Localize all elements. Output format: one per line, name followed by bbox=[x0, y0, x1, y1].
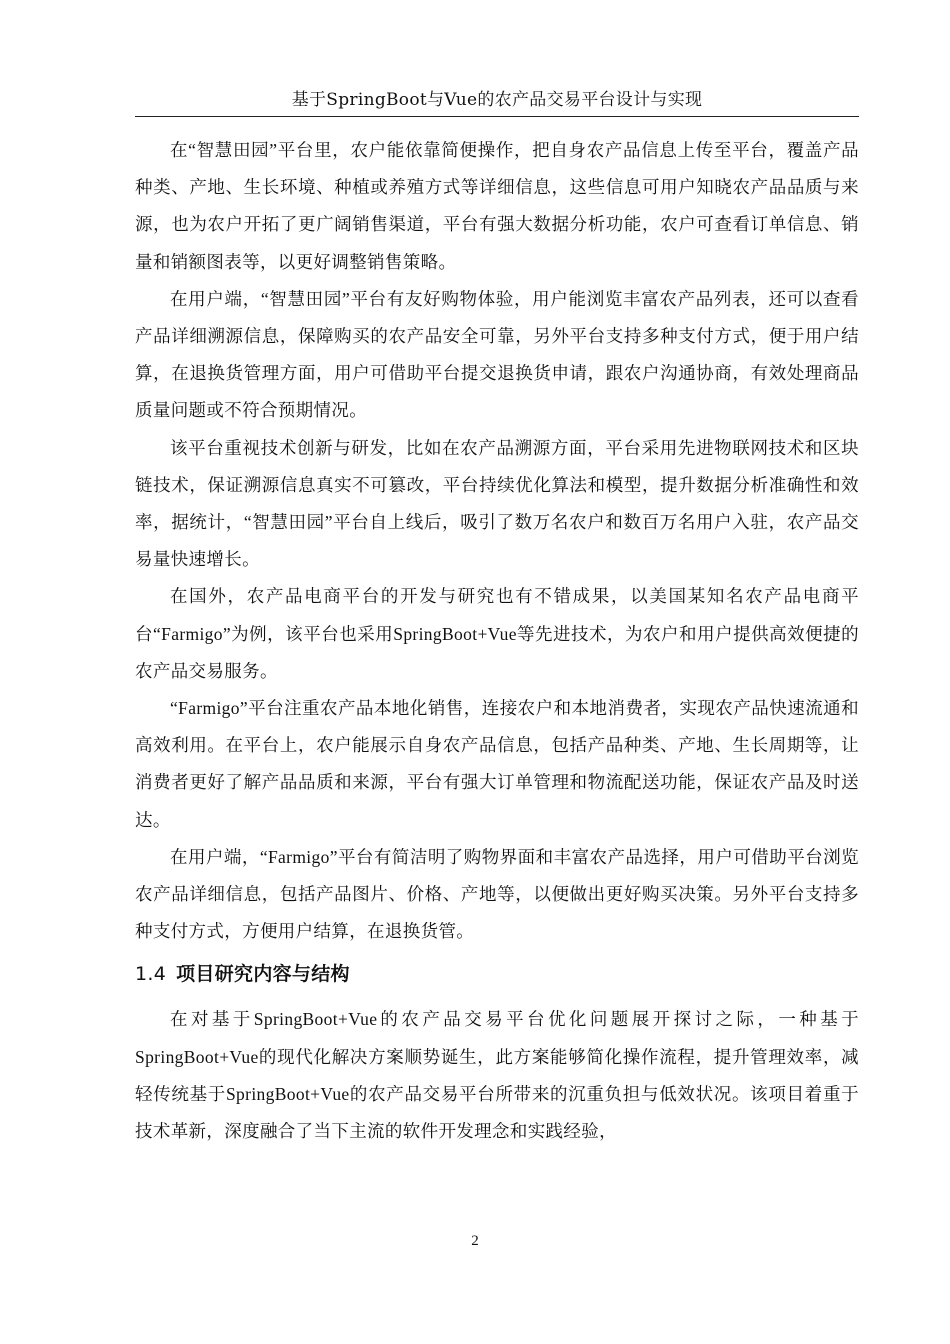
paragraph: 该平台重视技术创新与研发，比如在农产品溯源方面，平台采用先进物联网技术和区块链技术，保证溯源信息真实不可篡改，平台持续优化算法和模型，提升数据分析准确性和效率，据统计，“智慧田园”平台自上线后，吸引了数万名农户和数百万名用户入驻，农产品交易量快速增长。 bbox=[135, 437, 859, 570]
running-header: 基于SpringBoot与Vue的农产品交易平台设计与实现 bbox=[291, 90, 703, 110]
body-content bbox=[135, 132, 859, 1150]
header-divider bbox=[135, 116, 859, 117]
paragraph: 在用户端，“智慧田园”平台有友好购物体验，用户能浏览丰富农产品列表，还可以查看产品详细溯源信息，保障购买的农产品安全可靠，另外平台支持多种支付方式，便于用户结算，在退换货管理方面，用户可借助平台提交退换货申请，跟农户沟通协商，有效处理商品质量问题或不符合预期情况。 bbox=[135, 288, 859, 421]
paragraph: 在用户端，“Farmigo”平台有简洁明了购物界面和丰富农产品选择，用户可借助平台浏览农产品详细信息，包括产品图片、价格、产地等，以便做出更好购买决策。另外平台支持多种支付方式，方便用户结算，在退换货管。 bbox=[135, 846, 859, 942]
section-title: 项目研究内容与结构 bbox=[176, 963, 350, 986]
paragraph: “Farmigo”平台注重农产品本地化销售，连接农户和本地消费者，实现农产品快速流通和高效利用。在平台上，农户能展示自身农产品信息，包括产品种类、产地、生长周期等，让消费者更好了解产品品质和来源，平台有强大订单管理和物流配送功能，保证农产品及时送达。 bbox=[135, 698, 859, 830]
paragraph: 在国外，农产品电商平台的开发与研究也有不错成果，以美国某知名农产品电商平台“Farmigo”为例，该平台也采用SpringBoot+Vue等先进技术，为农户和用户提供高效便捷的农产品交易服务。 bbox=[135, 586, 859, 681]
paragraph: 在对基于SpringBoot+Vue的农产品交易平台优化问题展开探讨之际，一种基于SpringBoot+Vue的现代化解决方案顺势诞生，此方案能够简化操作流程，提升管理效率，减轻传统基于SpringBoot+Vue的农产品交易平台所带来的沉重负担与低效状况。该项目着重于技术革新，深度融合了当下主流的软件开发理念和实践经验， bbox=[135, 1009, 859, 1142]
paragraph: 在“智慧田园”平台里，农户能依靠简便操作，把自身农产品信息上传至平台，覆盖产品种类、产地、生长环境、种植或养殖方式等详细信息，这些信息可用户知晓农产品品质与来源，也为农户开拓了更广阔销售渠道，平台有强大数据分析功能，农户可查看订单信息、销量和销额图表等，以更好调整销售策略。 bbox=[135, 140, 859, 272]
page-number: 2 bbox=[471, 1233, 479, 1249]
section-heading bbox=[135, 956, 859, 992]
section-number: 1.4 bbox=[135, 963, 167, 986]
